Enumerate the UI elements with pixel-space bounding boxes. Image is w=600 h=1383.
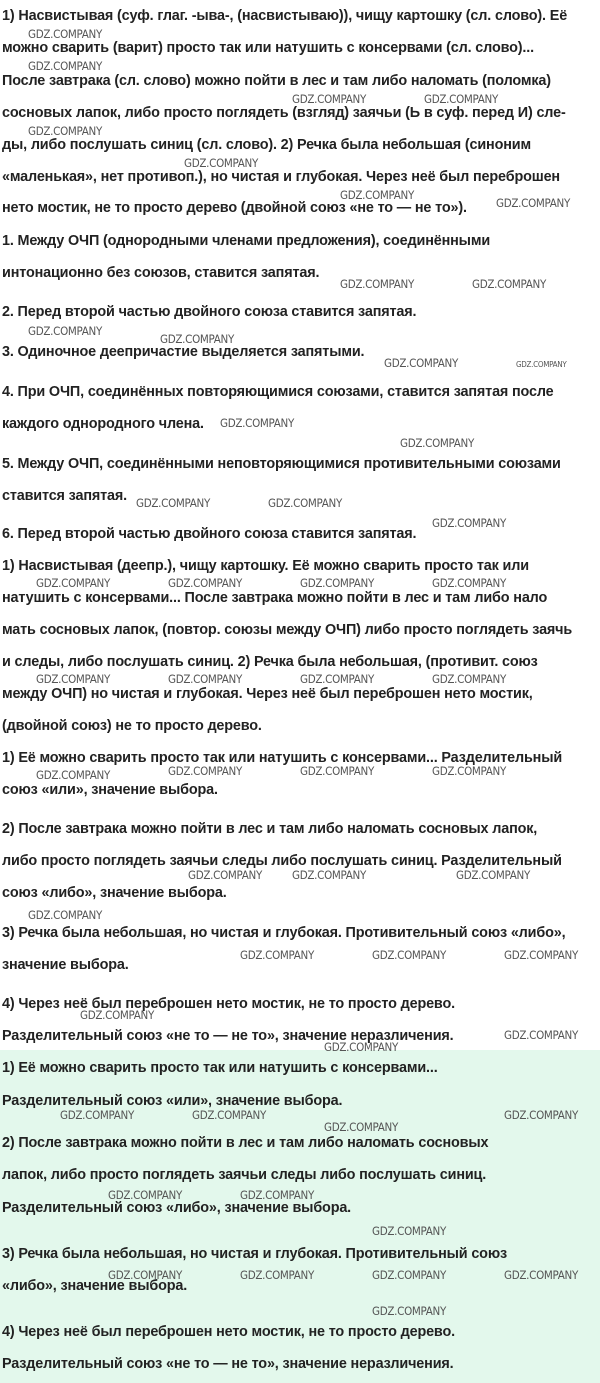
text-line: 1) Её можно сварить просто так или натушить с консервами... Разделительный [2, 750, 563, 766]
text-line: натушить с консервами... После завтрака можно пойти в лес и там либо нало [2, 590, 548, 606]
text-line: 3) Речка была небольшая, но чистая и глубокая. Противительный союз «либо», [2, 925, 566, 941]
text-line: 1) Насвистывая (деепр.), чищу картошку. Её можно сварить просто так или [2, 558, 529, 574]
text-line: 1. Между ОЧП (однородными членами предложения), соединёнными [2, 233, 491, 249]
watermark: GDZ.COMPANY [168, 576, 242, 590]
watermark: GDZ.COMPANY [220, 416, 294, 430]
text-line: союз «или», значение выбора. [2, 782, 218, 798]
text-line: 4. При ОЧП, соединённых повторяющимися союзами, ставится запятая после [2, 384, 554, 400]
text-line: 3. Одиночное деепричастие выделяется запятыми. [2, 344, 365, 360]
text-line: 2. Перед второй частью двойного союза ставится запятая. [2, 304, 417, 320]
watermark: GDZ.COMPANY [240, 1268, 314, 1282]
text-line: Разделительный союз «или», значение выбора. [2, 1093, 343, 1109]
watermark: GDZ.COMPANY [324, 1120, 398, 1134]
text-line: между ОЧП) но чистая и глубокая. Через неё был переброшен нето мостик, [2, 686, 533, 702]
watermark: GDZ.COMPANY [340, 188, 414, 202]
watermark: GDZ.COMPANY [36, 768, 110, 782]
watermark: GDZ.COMPANY [324, 1040, 398, 1054]
text-line: 4) Через неё был переброшен нето мостик, не то просто дерево. [2, 996, 455, 1012]
text-line: можно сварить (варит) просто так или натушить с консервами (сл. слово)... [2, 40, 534, 56]
text-line: каждого однородного члена. [2, 416, 204, 432]
watermark: GDZ.COMPANY [240, 1188, 314, 1202]
watermark: GDZ.COMPANY [400, 436, 474, 450]
text-line: «маленькая», нет противоп.), но чистая и глубокая. Через неё был переброшен [2, 169, 560, 185]
watermark: GDZ.COMPANY [472, 277, 546, 291]
watermark: GDZ.COMPANY [496, 196, 570, 210]
watermark: GDZ.COMPANY [292, 868, 366, 882]
text-line: ставится запятая. [2, 488, 127, 504]
watermark: GDZ.COMPANY [80, 1008, 154, 1022]
text-line: 3) Речка была небольшая, но чистая и глубокая. Противительный союз [2, 1246, 507, 1262]
text-line: «либо», значение выбора. [2, 1278, 188, 1294]
watermark: GDZ.COMPANY [28, 324, 102, 338]
text-line: 2) После завтрака можно пойти в лес и там либо наломать сосновых лапок, [2, 821, 538, 837]
watermark: GDZ.COMPANY [268, 496, 342, 510]
text-line: мать сосновых лапок, (повтор. союзы между ОЧП) либо просто поглядеть заячь [2, 622, 573, 638]
watermark: GDZ.COMPANY [28, 59, 102, 73]
watermark: GDZ.COMPANY [300, 672, 374, 686]
text-line: 1) Насвистывая (суф. глаг. -ыва-, (насвистываю)), чищу картошку (сл. слово). Её [2, 8, 568, 24]
watermark: GDZ.COMPANY [300, 576, 374, 590]
text-line: лапок, либо просто поглядеть заячьи следы либо послушать синиц. [2, 1167, 487, 1183]
text-line: либо просто поглядеть заячьи следы либо послушать синиц. Разделительный [2, 853, 562, 869]
text-line: 4) Через неё был переброшен нето мостик, не то просто дерево. [2, 1324, 455, 1340]
text-line: и следы, либо послушать синиц. 2) Речка была небольшая, (противит. союз [2, 654, 538, 670]
text-line: После завтрака (сл. слово) можно пойти в лес и там либо наломать (поломка) [2, 73, 551, 89]
watermark: GDZ.COMPANY [372, 948, 446, 962]
watermark: GDZ.COMPANY [504, 948, 578, 962]
watermark: GDZ.COMPANY [384, 356, 458, 370]
watermark: GDZ.COMPANY [372, 1304, 446, 1318]
watermark: GDZ.COMPANY [504, 1268, 578, 1282]
watermark: GDZ.COMPANY [188, 868, 262, 882]
watermark: GDZ.COMPANY [516, 360, 567, 369]
watermark: GDZ.COMPANY [504, 1028, 578, 1042]
watermark: GDZ.COMPANY [168, 672, 242, 686]
watermark: GDZ.COMPANY [432, 672, 506, 686]
text-line: значение выбора. [2, 957, 129, 973]
text-line: Разделительный союз «не то — не то», значение неразличения. [2, 1028, 454, 1044]
watermark: GDZ.COMPANY [292, 92, 366, 106]
text-line: ды, либо послушать синиц (сл. слово). 2) Речка была небольшая (синоним [2, 137, 531, 153]
text-line: 2) После завтрака можно пойти в лес и там либо наломать сосновых [2, 1135, 489, 1151]
watermark: GDZ.COMPANY [28, 27, 102, 41]
watermark: GDZ.COMPANY [192, 1108, 266, 1122]
watermark: GDZ.COMPANY [432, 764, 506, 778]
watermark: GDZ.COMPANY [432, 516, 506, 530]
watermark: GDZ.COMPANY [36, 672, 110, 686]
watermark: GDZ.COMPANY [136, 496, 210, 510]
watermark: GDZ.COMPANY [28, 124, 102, 138]
watermark: GDZ.COMPANY [300, 764, 374, 778]
text-line: 6. Перед второй частью двойного союза ставится запятая. [2, 526, 417, 542]
watermark: GDZ.COMPANY [36, 576, 110, 590]
text-line: (двойной союз) не то просто дерево. [2, 718, 262, 734]
watermark: GDZ.COMPANY [504, 1108, 578, 1122]
watermark: GDZ.COMPANY [160, 332, 234, 346]
watermark: GDZ.COMPANY [424, 92, 498, 106]
watermark: GDZ.COMPANY [372, 1224, 446, 1238]
watermark: GDZ.COMPANY [340, 277, 414, 291]
text-line: сосновых лапок, либо просто поглядеть (взгляд) заячьи (Ь в суф. перед И) сле- [2, 105, 566, 121]
watermark: GDZ.COMPANY [240, 948, 314, 962]
text-line: интонационно без союзов, ставится запятая. [2, 265, 320, 281]
watermark: GDZ.COMPANY [184, 156, 258, 170]
watermark: GDZ.COMPANY [456, 868, 530, 882]
watermark: GDZ.COMPANY [168, 764, 242, 778]
text-line: нето мостик, не то просто дерево (двойной союз «не то — не то»). [2, 200, 467, 216]
text-line: Разделительный союз «не то — не то», значение неразличения. [2, 1356, 454, 1372]
watermark: GDZ.COMPANY [60, 1108, 134, 1122]
watermark: GDZ.COMPANY [372, 1268, 446, 1282]
text-line: 5. Между ОЧП, соединёнными неповторяющимися противительными союзами [2, 456, 561, 472]
watermark: GDZ.COMPANY [432, 576, 506, 590]
watermark: GDZ.COMPANY [108, 1268, 182, 1282]
watermark: GDZ.COMPANY [28, 908, 102, 922]
watermark: GDZ.COMPANY [108, 1188, 182, 1202]
text-line: союз «либо», значение выбора. [2, 885, 227, 901]
text-line: 1) Её можно сварить просто так или натушить с консервами... [2, 1060, 438, 1076]
text-line: Разделительный союз «либо», значение выбора. [2, 1200, 352, 1216]
